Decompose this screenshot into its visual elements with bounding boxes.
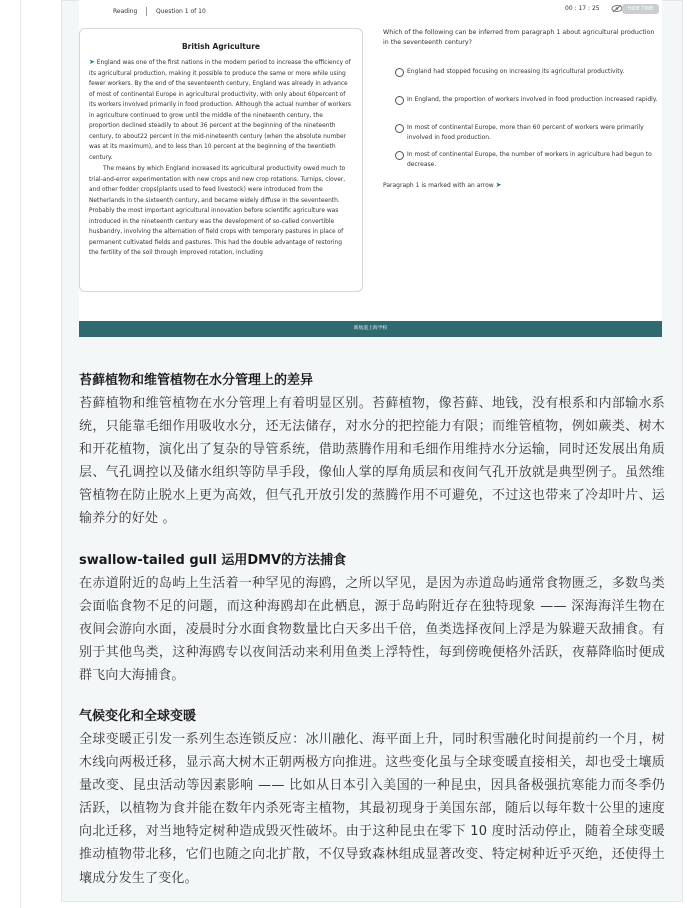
question-counter: Question 1 of 10 (156, 8, 206, 15)
passage-paragraph-2 (89, 164, 352, 259)
reading-passage (79, 28, 363, 292)
option-text: England had stopped focusing on increasing its agricultural productivity. (407, 68, 625, 75)
question-text: Which of the following can be inferred from paragraph 1 about agricultural production in the seventeenth century? (383, 29, 655, 46)
section-heading: swallow-tailed gull 运用DMV的方法捕食 (79, 553, 347, 568)
article-section-3 (79, 705, 665, 890)
timer: 00 : 17 : 25 (565, 5, 600, 12)
school-footer: 新航道上海学校 (79, 321, 662, 337)
radio-button[interactable] (395, 68, 404, 77)
section-body: 全球变暖正引发一系列生态连锁反应：冰川融化、海平面上升，同时积雪融化时间提前约一个月，树木线向两极迁移，显示高大树木正朝两极方向推进。这些变化虽与全球变暖直接相关，却也受土壤质量改变、昆虫活动等因素影响 —— 比如从日本引入美国的一种昆虫，因具备极强抗寒能力而冬季仍活跃，以植物为食并能在数年内杀死寄主植物，其最初现身于美国东部，随后以每年数十公里的速度向北迁移，对当地特定树种造成毁灭性破坏。由于这种昆虫在零下 10 度时活动停止，随着全球变暖推动植物带北移，它们也随之向北扩散，不仅导致森林组成显著改变、特定树种近乎灭绝，还使得土壤成分发生了变化。 (79, 732, 665, 886)
section-heading: 气候变化和全球变暖 (79, 709, 197, 724)
header-separator (146, 7, 147, 16)
answer-option-1[interactable] (395, 67, 660, 77)
answer-option-2[interactable] (395, 95, 660, 105)
option-text: In most of continental Europe, the number of workers in agriculture had begun to decrease. (407, 151, 652, 168)
section-body: 在赤道附近的岛屿上生活着一种罕见的海鸥，之所以罕见，是因为赤道岛屿通常食物匮乏，多数鸟类会面临食物不足的问题，而这种海鸥却在此栖息，源于岛屿附近存在独特现象 —— 深海海洋生物在夜间会游向水面，凌晨时分水面食物数量比白天多出千倍，鱼类选择夜间上浮是为躲避天敌捕食。有别于其他鸟类，这种海鸥专以夜间活动来利用鱼类上浮特性，每到傍晚便格外活跃，夜幕降临时便成群飞向大海捕食。 (79, 576, 665, 684)
left-divider (20, 0, 21, 908)
radio-button[interactable] (395, 151, 404, 160)
marked-note-text: Paragraph 1 is marked with an arrow (383, 182, 494, 189)
paragraph-2-text: The means by which England increased its agricultural productivity owed much to trial-and-error experimentation with new crops and new crop rotations. Turnips, clover, and other fodder crops(plants used to feed livestock) were introduced from the Netherlands in the sixteenth century, and became widely diffuse in the seventeenth. Probably the most important agricultural innovation before scientific agriculture was introduced in the nineteenth century was the development of so-called convertible husbandry, involving the alternation of field crops with temporary pastures in place of permanent cultivated fields and pastures. This had the double advantage of restoring the fertility of the soil through improved rotation, including (89, 166, 346, 256)
section-label: Reading (113, 8, 138, 15)
test-header (79, 0, 662, 22)
hide-time-button[interactable]: HIDE TIME (622, 4, 659, 14)
answer-option-3[interactable] (395, 123, 660, 143)
paragraph-1-text: England was one of the first nations in the modern period to increase the efficiency of its agricultural production, making it possible to produce the same or more while using fewer workers. By the end of the seventeenth century, England was already in advance of most of continental Europe in agricultural productivity, with only about 60percent of its workers involved primarily in food production. Although the actual number of workers in agriculture continued to grow until the middle of the nineteenth century, the proportion declined steadily to about 36 percent at the beginning of the nineteenth century, to about22 percent in the mid-nineteenth century (when the absolute number was at its maximum), and to less than 10 percent at the beginning of the twentieth century. (89, 60, 351, 161)
answer-option-4[interactable] (395, 150, 660, 170)
article-section-1 (79, 369, 665, 531)
section-heading: 苔藓植物和维管植物在水分管理上的差异 (79, 373, 314, 388)
arrow-right-icon: ➤ (495, 181, 502, 189)
option-text: In most of continental Europe, more than 60 percent of workers were primarily involved in food production. (407, 124, 644, 141)
option-text: In England, the proportion of workers involved in food production increased rapidly. (407, 96, 658, 103)
passage-paragraph-1 (89, 57, 352, 163)
article-section-2 (79, 549, 665, 687)
arrow-right-icon: ➤ (89, 58, 95, 66)
marked-note (383, 181, 502, 189)
section-body: 苔藓植物和维管植物在水分管理上有着明显区别。苔藓植物，像苔藓、地钱，没有根系和内部输水系统，只能靠毛细作用吸收水分，还无法储存，对水分的把控能力有限；而维管植物，例如蕨类、树木和开花植物，演化出了复杂的导管系统，借助蒸腾作用和毛细作用维持水分运输，同时还发展出角质层、气孔调控以及储水组织等防旱手段，像仙人掌的厚角质层和夜间气孔开放就是典型例子。虽然维管植物在防止脱水上更为高效，但气孔开放引发的蒸腾作用不可避免，不过这也带来了冷却叶片、运输养分的好处 。 (79, 396, 665, 527)
test-screenshot (79, 0, 662, 337)
radio-button[interactable] (395, 96, 404, 105)
radio-button[interactable] (395, 124, 404, 133)
passage-title: British Agriculture (181, 42, 261, 51)
